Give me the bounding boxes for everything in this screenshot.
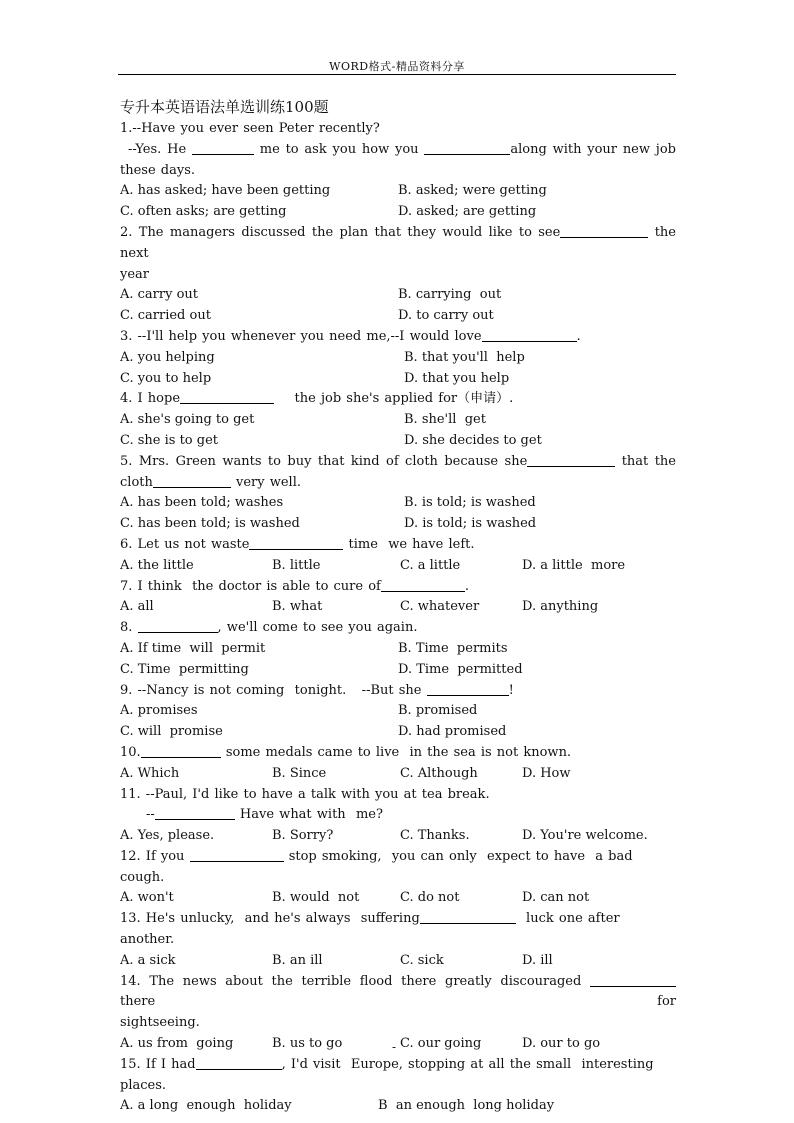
options-row bbox=[120, 639, 676, 660]
question-text: 13. He's unlucky, and he's always suffering bbox=[120, 911, 420, 927]
page-header: WORD格式-精品资料分享 bbox=[329, 60, 465, 73]
answer-blank bbox=[155, 805, 235, 820]
question-text: time we have left. bbox=[343, 536, 475, 552]
question-text: some medals came to live in the sea is not known. bbox=[220, 744, 572, 760]
options-row bbox=[120, 431, 676, 452]
question-text: . bbox=[576, 328, 581, 344]
answer-option: A. has asked; have been getting bbox=[120, 183, 331, 199]
answer-option: B. Sorry? bbox=[272, 828, 334, 844]
answer-option: B. Time permits bbox=[398, 640, 508, 656]
exercise-content bbox=[120, 96, 682, 1117]
options-row bbox=[120, 369, 676, 390]
answer-option: D. a little more bbox=[522, 557, 626, 573]
question-text: luck one after another. bbox=[120, 911, 625, 948]
options-row bbox=[120, 306, 676, 327]
answer-blank bbox=[527, 452, 615, 467]
answer-blank bbox=[138, 618, 218, 633]
answer-option: A. the little bbox=[120, 557, 194, 573]
question-text: stop smoking, you can only expect to have a bad cough. bbox=[120, 848, 638, 885]
answer-option: B an enough long holiday bbox=[378, 1098, 555, 1114]
question-text: 10. bbox=[120, 744, 141, 760]
options-row bbox=[120, 701, 676, 722]
options-row bbox=[120, 1034, 676, 1055]
question-13 bbox=[120, 909, 676, 971]
answer-blank bbox=[482, 327, 577, 342]
question-5 bbox=[120, 452, 676, 535]
question-text: 2. The managers discussed the plan that they would like to see bbox=[120, 224, 561, 240]
answer-option: C. has been told; is washed bbox=[120, 516, 300, 532]
answer-option: A. has been told; washes bbox=[120, 495, 284, 511]
answer-option: C. whatever bbox=[400, 599, 480, 615]
question-text: -- bbox=[146, 807, 155, 823]
options-row bbox=[120, 826, 676, 847]
answer-option: B. promised bbox=[398, 703, 478, 719]
question-text: along with your new job bbox=[510, 141, 676, 157]
answer-option: D. can not bbox=[522, 890, 590, 906]
answer-option: A. Yes, please. bbox=[120, 828, 215, 844]
question-text: 5. Mrs. Green wants to buy that kind of cloth because she bbox=[120, 453, 528, 469]
question-line bbox=[120, 265, 676, 286]
answer-option: A. a long enough holiday bbox=[120, 1098, 292, 1114]
answer-option: D. ill bbox=[522, 952, 553, 968]
question-text: 1.--Have you ever seen Peter recently? bbox=[120, 121, 380, 136]
question-line bbox=[120, 327, 676, 348]
answer-option: C. often asks; are getting bbox=[120, 204, 287, 220]
answer-option: B. is told; is washed bbox=[404, 495, 536, 511]
answer-option: A. Which bbox=[120, 765, 180, 781]
answer-option: A. won't bbox=[120, 890, 174, 906]
options-row bbox=[120, 764, 676, 785]
question-line bbox=[120, 473, 676, 494]
question-text: 15. If I had bbox=[120, 1056, 196, 1072]
options-row bbox=[120, 493, 676, 514]
page-title: 专升本英语语法单选训练100题 bbox=[120, 98, 329, 116]
question-text: the job she's applied for（申请）. bbox=[274, 391, 514, 407]
answer-option: A. all bbox=[120, 599, 154, 615]
question-text: there for bbox=[120, 973, 682, 1010]
question-text: very well. bbox=[230, 474, 302, 490]
question-line bbox=[120, 452, 676, 473]
question-line bbox=[120, 972, 682, 1014]
question-line bbox=[120, 805, 676, 826]
question-text: year bbox=[120, 266, 150, 282]
answer-option: C. carried out bbox=[120, 308, 211, 324]
question-line bbox=[120, 743, 676, 764]
answer-option: B. us to go bbox=[272, 1036, 343, 1052]
question-text: 12. If you bbox=[120, 848, 190, 864]
answer-option: C. do not bbox=[400, 890, 460, 906]
question-line bbox=[120, 909, 676, 951]
question-line bbox=[120, 119, 676, 140]
question-line bbox=[120, 161, 676, 182]
answer-blank bbox=[153, 473, 231, 488]
options-row bbox=[120, 285, 676, 306]
answer-option: D. How bbox=[522, 765, 571, 781]
question-8 bbox=[120, 618, 676, 680]
question-line bbox=[120, 140, 676, 161]
answer-option: A. a sick bbox=[120, 952, 176, 968]
options-row bbox=[120, 514, 676, 535]
answer-option: A. she's going to get bbox=[120, 412, 255, 428]
answer-option: C. Time permitting bbox=[120, 661, 249, 677]
answer-option: B. Since bbox=[272, 765, 327, 781]
options-row bbox=[120, 888, 676, 909]
question-line bbox=[120, 535, 676, 556]
question-2 bbox=[120, 223, 682, 327]
answer-option: C. Although bbox=[400, 765, 478, 781]
question-15 bbox=[120, 1055, 676, 1117]
answer-option: C. will promise bbox=[120, 724, 223, 740]
answer-option: B. an ill bbox=[272, 952, 323, 968]
question-1 bbox=[120, 119, 676, 223]
question-9 bbox=[120, 681, 676, 743]
question-line bbox=[120, 618, 676, 639]
answer-option: B. would not bbox=[272, 890, 360, 906]
question-6 bbox=[120, 535, 676, 577]
question-3 bbox=[120, 327, 676, 389]
answer-blank bbox=[590, 972, 676, 987]
answer-option: D. You're welcome. bbox=[522, 828, 648, 844]
question-text: 7. I think the doctor is able to cure of bbox=[120, 578, 381, 594]
question-11 bbox=[120, 785, 676, 847]
question-line bbox=[120, 1055, 676, 1097]
answer-option: D. that you help bbox=[404, 370, 510, 386]
answer-option: A. promises bbox=[120, 703, 198, 719]
options-row bbox=[120, 951, 676, 972]
question-text: . bbox=[464, 578, 469, 594]
question-text: 3. --I'll help you whenever you need me,--I would love bbox=[120, 328, 482, 344]
answer-option: D. asked; are getting bbox=[398, 204, 537, 220]
question-14 bbox=[120, 972, 682, 1055]
answer-blank bbox=[381, 577, 465, 592]
answer-option: C. you to help bbox=[120, 370, 212, 386]
question-line bbox=[120, 681, 676, 702]
answer-option: B. asked; were getting bbox=[398, 183, 547, 199]
answer-blank bbox=[196, 1055, 282, 1070]
options-row bbox=[120, 410, 676, 431]
question-line bbox=[120, 847, 676, 889]
answer-blank bbox=[560, 223, 648, 238]
answer-option: B. she'll get bbox=[404, 412, 486, 428]
answer-option: C. sick bbox=[400, 952, 444, 968]
answer-option: D. our to go bbox=[522, 1036, 601, 1052]
question-text: --Yes. He bbox=[128, 141, 192, 157]
answer-option: A. If time will permit bbox=[120, 640, 266, 656]
options-row bbox=[120, 722, 676, 743]
question-line bbox=[120, 389, 676, 410]
options-row bbox=[120, 1096, 676, 1117]
answer-option: B. that you'll help bbox=[404, 349, 525, 365]
question-4 bbox=[120, 389, 676, 451]
options-row bbox=[120, 202, 676, 223]
question-line bbox=[120, 785, 676, 806]
answer-option: D. Time permitted bbox=[398, 661, 523, 677]
answer-blank bbox=[141, 743, 221, 758]
answer-blank bbox=[249, 535, 343, 550]
question-text: ! bbox=[508, 682, 514, 698]
answer-option: C. Thanks. bbox=[400, 828, 470, 844]
options-row bbox=[120, 348, 676, 369]
answer-option: A. us from going bbox=[120, 1036, 234, 1052]
question-text: cloth bbox=[120, 474, 153, 490]
answer-option: A. carry out bbox=[120, 287, 199, 303]
answer-option: D. she decides to get bbox=[404, 432, 542, 448]
answer-option: D. to carry out bbox=[398, 308, 494, 324]
options-row bbox=[120, 556, 676, 577]
question-list bbox=[120, 119, 682, 1117]
question-text: the next bbox=[120, 224, 682, 261]
question-text: Have what with me? bbox=[234, 807, 383, 823]
answer-option: B. little bbox=[272, 557, 321, 573]
question-12 bbox=[120, 847, 676, 909]
answer-blank bbox=[424, 140, 510, 155]
question-text: 6. Let us not waste bbox=[120, 536, 250, 552]
answer-option: C. a little bbox=[400, 557, 461, 573]
answer-option: C. our going bbox=[400, 1036, 482, 1052]
answer-option: B. carrying out bbox=[398, 287, 502, 303]
options-row bbox=[120, 597, 676, 618]
question-10 bbox=[120, 743, 676, 785]
options-row bbox=[120, 181, 676, 202]
answer-option: A. you helping bbox=[120, 349, 215, 365]
question-line bbox=[120, 1013, 676, 1034]
answer-blank bbox=[190, 847, 284, 862]
question-text: 11. --Paul, I'd like to have a talk with you at tea break. bbox=[120, 786, 490, 802]
question-text: 14. The news about the terrible flood there greatly discouraged bbox=[120, 973, 590, 989]
question-text: sightseeing. bbox=[120, 1015, 200, 1031]
answer-blank bbox=[420, 909, 516, 924]
answer-blank bbox=[192, 140, 254, 155]
question-text: that the bbox=[615, 453, 676, 469]
answer-option: D. had promised bbox=[398, 724, 507, 740]
question-text: , I'd visit Europe, stopping at all the small interesting places. bbox=[120, 1056, 664, 1093]
question-7 bbox=[120, 577, 676, 619]
question-text: 8. bbox=[120, 620, 138, 636]
question-text: 4. I hope bbox=[120, 391, 181, 407]
question-text: , we'll come to see you again. bbox=[217, 620, 418, 636]
page-footer: - bbox=[392, 1040, 397, 1054]
answer-blank bbox=[427, 681, 509, 696]
answer-option: B. what bbox=[272, 599, 323, 615]
question-text: 9. --Nancy is not coming tonight. --But she bbox=[120, 682, 427, 698]
question-text: these days. bbox=[120, 162, 196, 178]
question-line bbox=[120, 577, 676, 598]
options-row bbox=[120, 660, 676, 681]
question-line bbox=[120, 223, 682, 265]
header-rule bbox=[118, 74, 676, 75]
question-text: me to ask you how you bbox=[253, 141, 425, 157]
answer-option: D. is told; is washed bbox=[404, 516, 537, 532]
answer-option: C. she is to get bbox=[120, 432, 219, 448]
answer-blank bbox=[180, 389, 274, 404]
answer-option: D. anything bbox=[522, 599, 599, 615]
